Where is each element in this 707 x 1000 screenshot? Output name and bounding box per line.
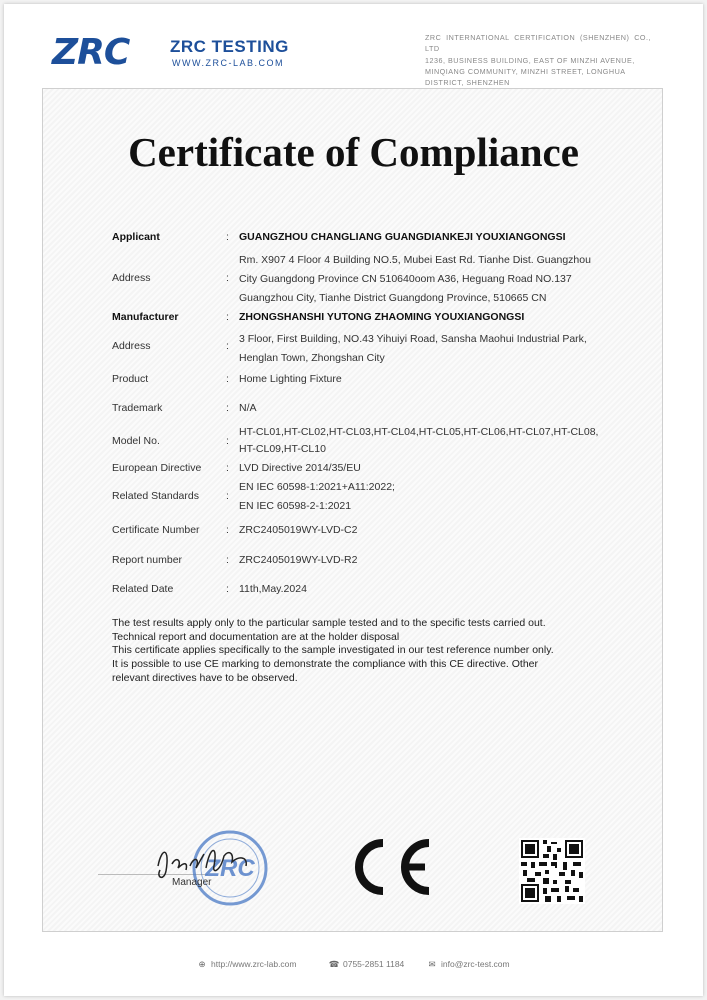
trademark-value: N/A	[239, 402, 257, 414]
footer-email-text: info@zrc-test.com	[441, 959, 510, 969]
company-stamp-icon	[194, 832, 266, 904]
globe-icon: ⊕	[198, 959, 206, 969]
signatory-role: Manager	[172, 877, 212, 888]
org-line: ZRC INTERNATIONAL CERTIFICATION (SHENZHEN) CO., LTD	[425, 33, 651, 54]
field-label: Model No.	[112, 435, 160, 447]
field-colon: :	[226, 554, 229, 566]
org-line: MINQIANG COMMUNITY, MINZHI STREET, LONGHUA	[425, 66, 626, 76]
standard-line: EN IEC 60598-1:2021+A11:2022;	[239, 481, 395, 493]
footer-phone-text: 0755-2851 1184	[343, 959, 405, 969]
field-label: Certificate Number	[112, 524, 200, 536]
footer-website-text: http://www.zrc-lab.com	[211, 959, 297, 969]
address-line: Guangzhou City, Tianhe District Guangdong Province, 510665 CN	[239, 292, 547, 304]
field-colon: :	[226, 311, 229, 323]
field-colon: :	[226, 524, 229, 536]
field-label: Report number	[112, 554, 183, 566]
related-date-value: 11th,May.2024	[239, 583, 307, 595]
model-numbers	[239, 424, 614, 458]
mail-icon: ✉	[428, 959, 436, 969]
address-line: 3 Floor, First Building, NO.43 Yihuiyi Road, Sansha Maohui Industrial Park,	[239, 333, 587, 345]
note-line: relevant directives have to be observed.	[112, 671, 298, 684]
address-line: City Guangdong Province CN 510640oom A36, Heguang Road NO.137	[239, 273, 572, 285]
report-number-value: ZRC2405019WY-LVD-R2	[239, 554, 358, 566]
field-colon: :	[226, 490, 229, 502]
compliance-notes	[112, 617, 582, 686]
footer-website	[196, 959, 297, 970]
field-colon: :	[226, 435, 229, 447]
certificate-title: Certificate of Compliance	[128, 129, 579, 175]
field-label: Manufacturer	[112, 311, 179, 323]
org-address	[425, 32, 651, 88]
field-label: Related Standards	[112, 490, 199, 502]
model-line: HT-CL01,HT-CL02,HT-CL03,HT-CL04,HT-CL05,HT-CL06,HT-CL07,HT-CL08,	[239, 426, 599, 438]
brand-website: WWW.ZRC-LAB.COM	[172, 58, 284, 68]
signature-and-stamp	[148, 826, 308, 906]
field-colon: :	[226, 583, 229, 595]
field-colon: :	[226, 231, 229, 243]
org-line: 1236, BUSINESS BUILDING, EAST OF MINZHI AVENUE,	[425, 55, 635, 65]
zrc-logo	[52, 32, 289, 76]
product-value: Home Lighting Fixture	[239, 373, 342, 385]
footer-email	[426, 959, 510, 970]
brand-name: ZRC TESTING	[170, 37, 289, 56]
field-label: Related Date	[112, 583, 174, 595]
applicant-address	[239, 251, 614, 308]
field-colon: :	[226, 272, 229, 284]
directive-value: LVD Directive 2014/35/EU	[239, 462, 361, 474]
field-label: Address	[112, 340, 151, 352]
note-line: It is possible to use CE marking to demonstrate the compliance with this CE directive. Other	[112, 658, 539, 671]
field-label: Product	[112, 373, 149, 385]
applicant-name: GUANGZHOU CHANGLIANG GUANGDIANKEJI YOUXIANGONGSI	[239, 231, 566, 243]
manufacturer-name: ZHONGSHANSHI YUTONG ZHAOMING YOUXIANGONGSI	[239, 311, 525, 323]
model-line: HT-CL09,HT-CL10	[239, 443, 326, 455]
field-label: Trademark	[112, 402, 163, 414]
standards-list	[239, 478, 614, 516]
field-colon: :	[226, 462, 229, 474]
phone-icon: ☎	[328, 959, 340, 969]
footer-phone	[328, 959, 404, 970]
stamp-text: ZRC	[205, 855, 255, 882]
certificate-number-value: ZRC2405019WY-LVD-C2	[239, 524, 358, 536]
ce-mark-icon	[343, 837, 435, 897]
qr-code-icon	[519, 838, 585, 904]
manufacturer-address	[239, 330, 614, 368]
standard-line: EN IEC 60598-2-1:2021	[239, 500, 352, 512]
logo-mark: ZRC	[52, 32, 130, 73]
field-colon: :	[226, 340, 229, 352]
field-colon: :	[226, 373, 229, 385]
field-label: European Directive	[112, 462, 202, 474]
note-line: Technical report and documentation are at the holder disposal	[112, 630, 400, 643]
field-label: Address	[112, 272, 151, 284]
field-colon: :	[226, 402, 229, 414]
org-line: DISTRICT, SHENZHEN	[425, 78, 510, 88]
address-line: Rm. X907 4 Floor 4 Building NO.5, Mubei East Rd. Tianhe Dist. Guangzhou	[239, 254, 591, 266]
field-label: Applicant	[112, 231, 160, 243]
note-line: This certificate applies specifically to the sample investigated in our test reference number only.	[112, 644, 554, 657]
note-line: The test results apply only to the particular sample tested and to the specific tests carried out.	[112, 617, 546, 629]
address-line: Henglan Town, Zhongshan City	[239, 352, 385, 364]
